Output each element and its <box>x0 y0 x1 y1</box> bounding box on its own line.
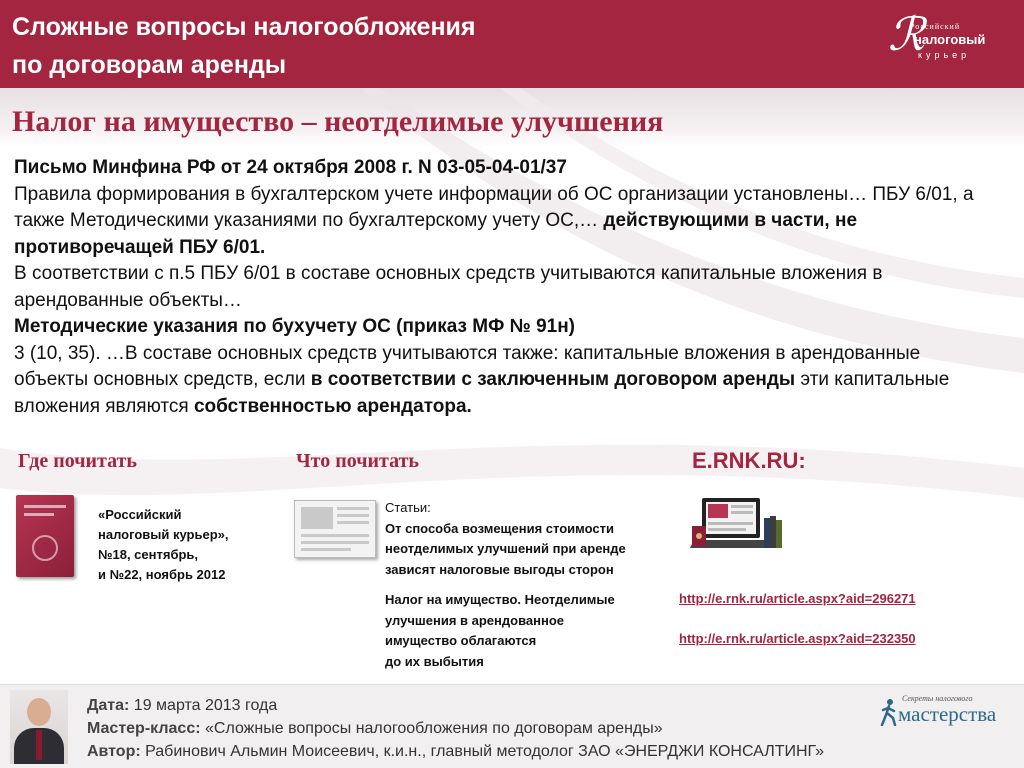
newspaper-icon <box>294 500 376 558</box>
article-spacer <box>385 580 675 590</box>
slide-title-line2: по договорам аренды <box>12 51 287 79</box>
newspaper-block <box>301 507 333 529</box>
magazine-cover-line <box>24 513 54 516</box>
magazine-cover-icon <box>16 495 74 577</box>
newspaper-block <box>301 548 351 551</box>
author-avatar-tie <box>36 730 42 760</box>
article-1-line: неотделимых улучшений при аренде <box>385 541 626 556</box>
magazine-cover-emblem <box>32 535 58 561</box>
rnk-logo-script-r: ℛ <box>888 9 925 60</box>
method-guidelines-ref: Методические указания по бухучету ОС (приказ МФ № 91н) <box>14 316 576 337</box>
articles-list <box>385 498 675 672</box>
body-text-span: Правила формирования в бухгалтерском учете информации об ОС организации установлены… ПБУ 6/01, а также Методическими указаниями по бухгалтерскому учету ОС,… <box>14 183 974 231</box>
magazine-issue-line: «Российский <box>98 507 182 522</box>
body-bold-span: собственностью арендатора. <box>193 395 472 417</box>
magazine-issue-line: и №22, ноябрь 2012 <box>98 567 226 582</box>
secrets-mastery-logo-small: Секреты налогового <box>902 694 973 703</box>
article-2-line: имущество облагаются <box>385 633 537 648</box>
body-paragraph-4 <box>14 314 999 341</box>
article-2-line: до их выбытия <box>385 653 484 669</box>
magazine-issue-text <box>98 505 268 585</box>
newspaper-block <box>337 521 369 524</box>
footer-masterclass <box>87 720 663 738</box>
erk-article-link-2[interactable]: http://e.rnk.ru/article.aspx?aid=232350 <box>679 631 916 646</box>
footer-date <box>87 697 277 715</box>
rnk-logo-main: налоговый <box>914 32 986 47</box>
walking-figure-icon <box>880 698 898 726</box>
author-avatar-head <box>27 698 51 726</box>
header-bar <box>0 0 1024 88</box>
article-2-line: Налог на имущество. Неотделимые <box>385 592 615 607</box>
newspaper-block <box>301 534 369 537</box>
erk-article-link-1[interactable]: http://e.rnk.ru/article.aspx?aid=296271 <box>679 591 916 606</box>
magazine-cover-line <box>24 505 66 508</box>
body-text-span: эти капитальные вложения являются <box>14 369 950 417</box>
magazine-issue-line: налоговый курьер», <box>98 527 229 542</box>
body-paragraph-5 <box>14 341 999 421</box>
newspaper-block <box>337 507 369 510</box>
article-1-line: зависят налоговые выгоды сторон <box>385 561 614 577</box>
rnk-logo-sub: курьер <box>918 50 971 60</box>
secrets-mastery-logo-big: мастерства <box>898 702 997 726</box>
rnk-logo-top: Российский <box>910 22 961 31</box>
body-bold-span: в соответствии с заключенным договором аренды <box>310 369 796 390</box>
body-paragraph-3: В соответствии с п.5 ПБУ 6/01 в составе основных средств учитываются капитальные вложения в арендованные объекты… <box>14 263 883 311</box>
erk-heading: E.RNK.RU: <box>692 448 806 473</box>
body-paragraph-1 <box>14 155 999 182</box>
author-avatar <box>10 690 68 764</box>
footer-date-label: Дата: <box>87 697 130 714</box>
footer-date-value: 19 марта 2013 года <box>129 697 278 714</box>
body-bold-span: действующими в части, не противоречащей ПБУ 6/01. <box>14 210 858 258</box>
magazine-issue-line: №18, сентябрь, <box>98 547 199 562</box>
body-text <box>14 155 999 420</box>
articles-label: Статьи: <box>385 500 431 515</box>
body-text-span: 3 (10, 35). …В составе основных средств учитываются также: капитальные вложения в арендованные объекты основных средств, если <box>14 342 921 390</box>
secrets-mastery-logo <box>880 692 1018 732</box>
newspaper-block <box>337 514 369 517</box>
article-1-line: От способа возмещения стоимости <box>385 520 614 536</box>
footer-author-label: Автор: <box>87 743 141 760</box>
rnk-logo <box>888 9 998 68</box>
section-heading: Налог на имущество – неотделимые улучшения <box>12 105 664 138</box>
newspaper-block <box>301 541 369 544</box>
footer-author-value: Рабинович Альмин Моисеевич, к.и.н., главный методолог ЗАО «ЭНЕРДЖИ КОНСАЛТИНГ» <box>140 743 825 760</box>
article-2-line: улучшения в арендованное <box>385 612 565 628</box>
footer-masterclass-label: Мастер-класс: <box>87 720 201 737</box>
footer-author <box>87 743 824 761</box>
footer-masterclass-value: «Сложные вопросы налогообложения по договорам аренды» <box>200 720 663 737</box>
where-read-heading: Где почитать <box>18 450 137 472</box>
laptop-books-icon <box>690 496 786 558</box>
what-read-heading: Что почитать <box>296 450 419 472</box>
slide-title <box>12 8 476 84</box>
slide-title-line1: Сложные вопросы налогообложения <box>12 13 476 41</box>
body-paragraph-2 <box>14 182 999 262</box>
minfin-letter-ref: Письмо Минфина РФ от 24 октября 2008 г. N 03-05-04-01/37 <box>14 157 567 178</box>
